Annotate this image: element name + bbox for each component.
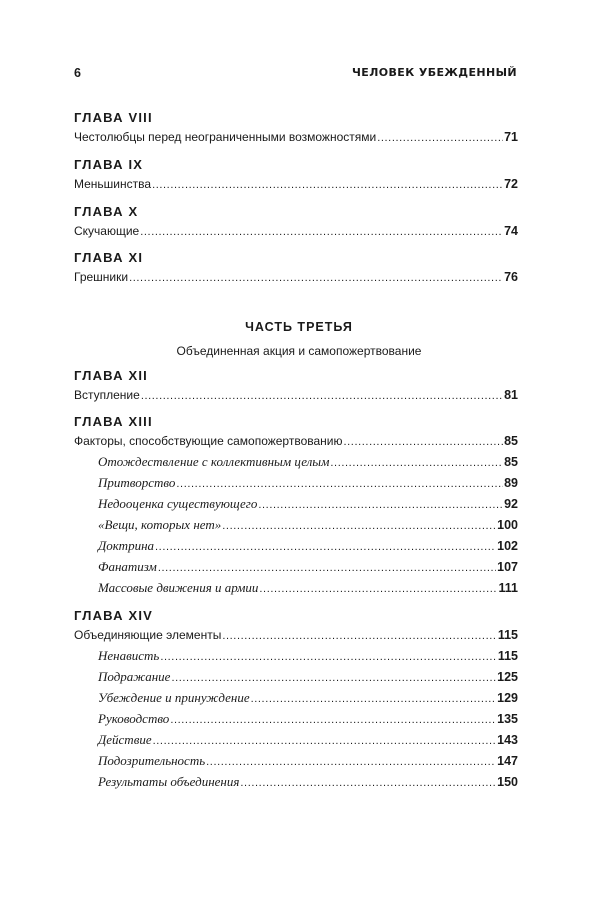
dot-leader xyxy=(251,691,497,706)
toc-subentry-title: Подозрительность xyxy=(98,753,206,768)
toc-entry-title: Объединяющие элементы xyxy=(74,628,222,642)
dot-leader xyxy=(155,539,496,554)
chapter-heading: ГЛАВА XIV xyxy=(74,608,154,623)
toc-subentry[interactable] xyxy=(98,712,518,727)
toc-subentry-title: Притворство xyxy=(98,475,176,490)
dot-leader xyxy=(344,434,504,449)
running-title: ЧЕЛОВЕК УБЕЖДЕННЫЙ xyxy=(352,66,517,79)
dot-leader xyxy=(171,670,496,685)
toc-subentry[interactable] xyxy=(98,560,518,575)
toc-subentry-title: Фанатизм xyxy=(98,559,157,574)
dot-leader xyxy=(170,712,496,727)
toc-entry[interactable] xyxy=(74,130,518,145)
dot-leader xyxy=(141,388,503,403)
toc-entry-title: Вступление xyxy=(74,388,140,402)
chapter-heading: ГЛАВА X xyxy=(74,204,139,219)
toc-subentry-page: 89 xyxy=(504,476,518,490)
dot-leader xyxy=(176,476,503,491)
toc-entry-page: 76 xyxy=(504,270,518,284)
toc-subentry-title: Убеждение и принуждение xyxy=(98,690,250,705)
toc-entry[interactable] xyxy=(74,270,518,285)
toc-subentry-page: 100 xyxy=(497,518,518,532)
toc-subentry[interactable] xyxy=(98,754,518,769)
dot-leader xyxy=(129,270,503,285)
page-number: 6 xyxy=(74,66,81,80)
toc-subentry[interactable] xyxy=(98,581,518,596)
toc-entry-page: 71 xyxy=(504,130,518,144)
toc-subentry-title: Действие xyxy=(98,732,152,747)
toc-entry-title: Меньшинства xyxy=(74,177,152,191)
chapter-heading: ГЛАВА XIII xyxy=(74,414,153,429)
toc-entry-title: Факторы, способствующие самопожертвованию xyxy=(74,434,343,448)
dot-leader xyxy=(140,224,503,239)
toc-subentry-page: 150 xyxy=(497,775,518,789)
toc-subentry-title: Недооценка существующего xyxy=(98,496,258,511)
toc-entry[interactable] xyxy=(74,224,518,239)
dot-leader xyxy=(160,649,497,664)
toc-subentry-page: 85 xyxy=(504,455,518,469)
toc-entry[interactable] xyxy=(74,177,518,192)
chapter-heading: ГЛАВА XI xyxy=(74,250,144,265)
toc-subentry-title: Доктрина xyxy=(98,538,155,553)
toc-entry[interactable] xyxy=(74,434,518,449)
toc-subentry[interactable] xyxy=(98,497,518,512)
toc-subentry-title: Руководство xyxy=(98,711,170,726)
toc-subentry[interactable] xyxy=(98,670,518,685)
toc-subentry[interactable] xyxy=(98,733,518,748)
dot-leader xyxy=(222,628,496,643)
toc-subentry-title: Массовые движения и армии xyxy=(98,580,259,595)
toc-subentry-title: Ненависть xyxy=(98,648,160,663)
toc-entry-title: Честолюбцы перед неограниченными возможностями xyxy=(74,130,377,144)
toc-entry-page: 74 xyxy=(504,224,518,238)
toc-subentry-page: 92 xyxy=(504,497,518,511)
dot-leader xyxy=(206,754,496,769)
toc-subentry-page: 129 xyxy=(497,691,518,705)
part-subtitle: Объединенная акция и самопожертвование xyxy=(176,344,422,358)
toc-subentry-title: Результаты объединения xyxy=(98,774,240,789)
toc-entry-page: 115 xyxy=(497,628,518,642)
chapter-heading: ГЛАВА XII xyxy=(74,368,148,383)
chapter-heading: ГЛАВА VIII xyxy=(74,110,153,125)
toc-subentry-title: «Вещи, которых нет» xyxy=(98,517,222,532)
toc-subentry-title: Отождествление с коллективным целым xyxy=(98,454,330,469)
toc-subentry-page: 147 xyxy=(497,754,518,768)
chapter-heading: ГЛАВА IX xyxy=(74,157,144,172)
dot-leader xyxy=(259,581,497,596)
part-title: ЧАСТЬ ТРЕТЬЯ xyxy=(245,320,353,334)
dot-leader xyxy=(153,733,497,748)
toc-entry-page: 81 xyxy=(504,388,518,402)
toc-subentry[interactable] xyxy=(98,649,518,664)
toc-entry-page: 85 xyxy=(504,434,518,448)
dot-leader xyxy=(222,518,496,533)
toc-entry-title: Скучающие xyxy=(74,224,140,238)
dot-leader xyxy=(240,775,496,790)
toc-subentry-page: 115 xyxy=(497,649,518,663)
dot-leader xyxy=(158,560,496,575)
toc-entry-title: Грешники xyxy=(74,270,129,284)
toc-subentry[interactable] xyxy=(98,539,518,554)
dot-leader xyxy=(330,455,503,470)
dot-leader xyxy=(258,497,503,512)
toc-subentry[interactable] xyxy=(98,476,518,491)
toc-subentry-page: 135 xyxy=(497,712,518,726)
toc-subentry-title: Подражание xyxy=(98,669,171,684)
toc-subentry-page: 125 xyxy=(497,670,518,684)
dot-leader xyxy=(377,130,503,145)
toc-subentry[interactable] xyxy=(98,455,518,470)
toc-entry[interactable] xyxy=(74,628,518,643)
toc-entry-page: 72 xyxy=(504,177,518,191)
toc-subentry-page: 143 xyxy=(497,733,518,747)
toc-subentry-page: 111 xyxy=(498,581,518,595)
toc-entry[interactable] xyxy=(74,388,518,403)
toc-subentry-page: 107 xyxy=(497,560,518,574)
dot-leader xyxy=(152,177,503,192)
toc-subentry-page: 102 xyxy=(497,539,518,553)
toc-subentry[interactable] xyxy=(98,775,518,790)
toc-subentry[interactable] xyxy=(98,691,518,706)
toc-subentry[interactable] xyxy=(98,518,518,533)
